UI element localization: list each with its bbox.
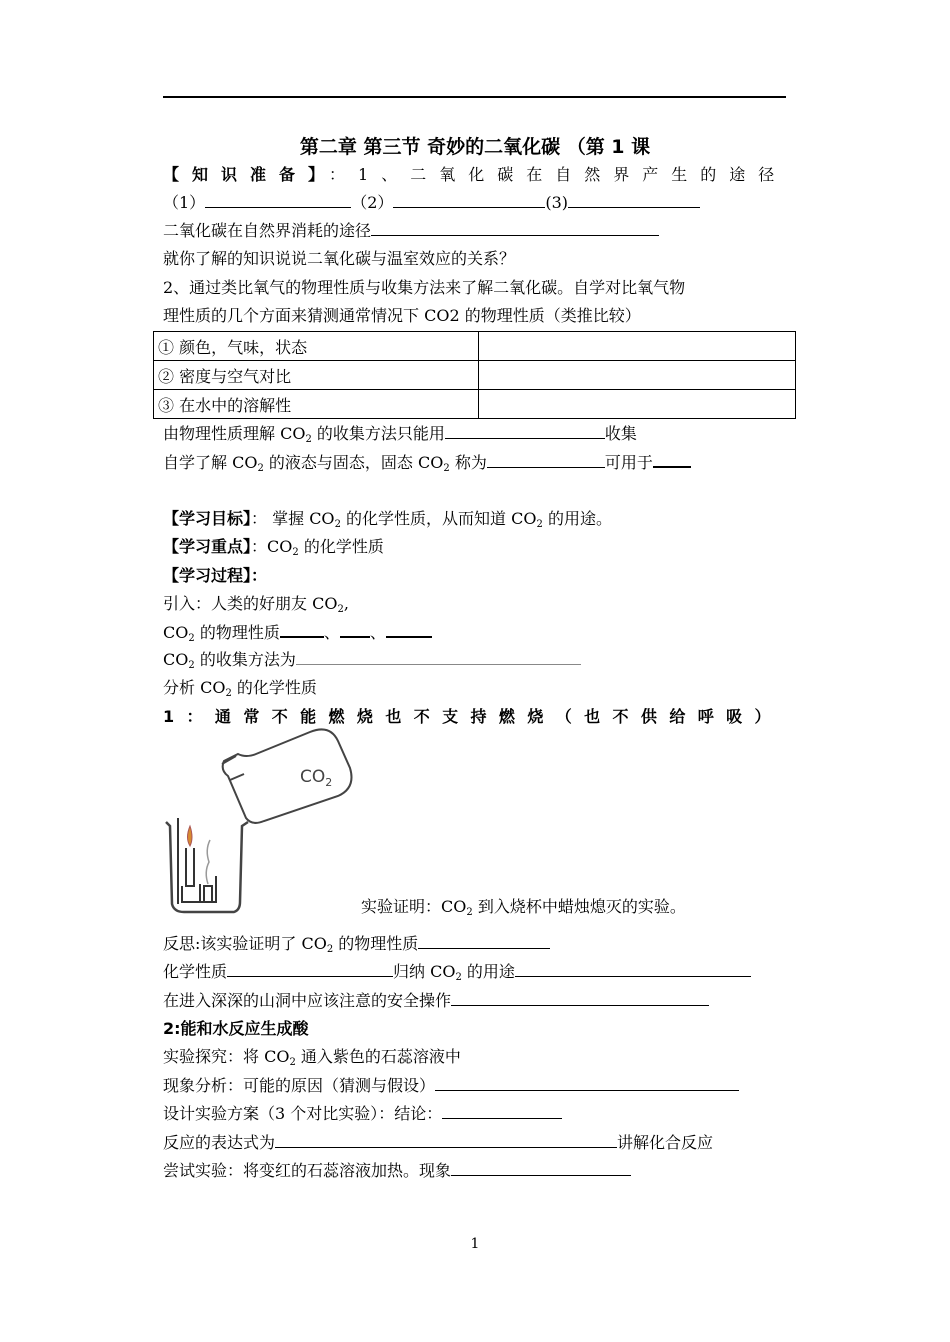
- reflect-blank[interactable]: [418, 933, 550, 949]
- expression-blank[interactable]: [275, 1132, 617, 1148]
- method-line: [163, 649, 581, 671]
- subscript: 2: [305, 434, 312, 445]
- solid-name-blank[interactable]: [487, 452, 605, 468]
- item2-line-a: 2、通过类比氧气的物理性质与收集方法来了解二氧化碳。自学对比氧气物: [163, 278, 686, 297]
- prep-line: [163, 164, 787, 186]
- subscript: 2: [289, 1057, 296, 1068]
- source-3-label: (3): [545, 193, 569, 212]
- focus-text-b: 的化学性质: [298, 537, 384, 556]
- table-row: [154, 390, 796, 419]
- solid-text-a: 自学了解 CO: [163, 453, 258, 472]
- expression-line: [163, 1132, 713, 1154]
- consume-line: [163, 220, 659, 242]
- candle-experiment-figure: [160, 726, 360, 916]
- intro-text-b: ,: [343, 594, 349, 613]
- separator: 、: [323, 623, 340, 642]
- properties-table: [153, 331, 796, 419]
- cave-text: 在进入深深的山洞中应该注意的安全操作: [163, 991, 452, 1010]
- subscript: 2: [257, 463, 264, 474]
- heat-line: [163, 1160, 631, 1182]
- consume-text: 二氧化碳在自然界消耗的途径: [163, 221, 372, 240]
- collect-line: [163, 423, 637, 445]
- subscript: 2: [292, 547, 299, 558]
- prep-item1: ：1、二氧化碳在自然界产生的途径: [329, 165, 788, 184]
- section-1-heading: 1：通常不能燃烧也不支持燃烧（也不供给呼吸）: [163, 707, 783, 726]
- header-rule: [163, 96, 786, 98]
- expression-text-b: 讲解化合反应: [617, 1133, 714, 1152]
- phys-text-a: CO: [163, 623, 189, 642]
- solid-use-blank[interactable]: [653, 451, 691, 468]
- cave-blank[interactable]: [451, 990, 709, 1006]
- experiment-caption: [361, 896, 686, 918]
- intro-line: [163, 593, 349, 615]
- chem-text-c: 的用途: [461, 962, 515, 981]
- solid-text-d: 可用于: [604, 453, 653, 472]
- phys-blank-1[interactable]: [280, 621, 324, 638]
- goal-label: 【学习目标】: [163, 509, 252, 528]
- collect-blank[interactable]: [445, 423, 605, 439]
- subscript: 2: [334, 519, 341, 530]
- smoke-icon: [206, 840, 210, 884]
- goal-text-c: 的用途。: [542, 509, 612, 528]
- solid-line: [163, 451, 691, 474]
- goal-text-b: 的化学性质，从而知道 CO: [340, 509, 537, 528]
- analyze-line: [163, 677, 317, 699]
- solid-text-b: 的液态与固态，固态 CO: [263, 453, 444, 472]
- phys-text-b: 的物理性质: [194, 623, 280, 642]
- process-line: [163, 565, 267, 587]
- method-text-b: 的收集方法为: [194, 650, 296, 669]
- solid-text-c: 称为: [449, 453, 487, 472]
- collect-text-c: 收集: [604, 424, 637, 443]
- design-text: 设计实验方案（3 个对比实验）：结论：: [163, 1104, 443, 1123]
- experiment-text-a: 实验证明：CO: [361, 897, 467, 916]
- chem-blank[interactable]: [227, 961, 393, 977]
- table-row: [154, 361, 796, 390]
- heat-blank[interactable]: [451, 1160, 631, 1176]
- page-number: 1: [470, 1236, 480, 1252]
- process-colon: ：: [251, 566, 268, 585]
- phys-blank-3[interactable]: [386, 621, 432, 638]
- chem-text-a: 化学性质: [163, 962, 228, 981]
- method-text-a: CO: [163, 650, 189, 669]
- process-label: 【学习过程】: [163, 566, 252, 585]
- page-title: 第二章 第三节 奇妙的二氧化碳 （第 1 课: [299, 136, 651, 158]
- analyze-text-b: 的化学性质: [231, 678, 317, 697]
- goal-line: [163, 508, 612, 530]
- phenomenon-line: [163, 1075, 739, 1097]
- source-2-blank[interactable]: [393, 192, 545, 208]
- table-cell-value[interactable]: [479, 361, 796, 390]
- subscript: 2: [326, 944, 334, 955]
- chem-line: [163, 961, 751, 983]
- phenomenon-blank[interactable]: [435, 1075, 739, 1091]
- table-cell-value[interactable]: [479, 332, 796, 361]
- prep-label: 【知识准备】: [163, 165, 330, 184]
- focus-label: 【学习重点】: [163, 537, 252, 556]
- separator: 、: [369, 623, 386, 642]
- bottle-label: $CO_2$: [300, 767, 333, 789]
- source-2-label: （2）: [351, 193, 394, 212]
- table-cell-label: ③ 在水中的溶解性: [154, 390, 479, 419]
- subscript: 2: [188, 633, 195, 644]
- design-line: [163, 1103, 562, 1125]
- source-3-blank[interactable]: [568, 192, 700, 208]
- explore-text-a: 实验探究：将 CO: [163, 1047, 290, 1066]
- table-cell-label: ② 密度与空气对比: [154, 361, 479, 390]
- source-1-label: （1）: [163, 193, 206, 212]
- candle-flame-icon: [188, 826, 193, 846]
- focus-text-a: ：CO: [251, 537, 293, 556]
- subscript: 2: [443, 463, 450, 474]
- goal-text-a: ： 掌握 CO: [251, 509, 335, 528]
- subscript: 2: [188, 660, 195, 671]
- phenomenon-text: 现象分析：可能的原因（猜测与假设）: [163, 1076, 436, 1095]
- method-blank[interactable]: [296, 649, 581, 665]
- phys-line: [163, 621, 432, 644]
- prep-sources-line: [163, 192, 700, 214]
- subscript: 2: [225, 688, 232, 699]
- reflect-text-a: 反思:该实验证明了 CO: [163, 934, 327, 953]
- reflect-text-b: 的物理性质: [333, 934, 419, 953]
- conclusion-blank[interactable]: [442, 1103, 562, 1119]
- table-cell-label: ① 颜色，气味，状态: [154, 332, 479, 361]
- reflect-line: [163, 933, 550, 955]
- expression-text-a: 反应的表达式为: [163, 1133, 276, 1152]
- table-cell-value[interactable]: [479, 390, 796, 419]
- collect-text-b: 的收集方法只能用: [311, 424, 445, 443]
- focus-line: [163, 536, 384, 558]
- phys-blank-2[interactable]: [340, 621, 370, 638]
- cave-line: [163, 990, 709, 1012]
- item2-line-b: 理性质的几个方面来猜测通常情况下 CO2 的物理性质（类推比较）: [163, 306, 641, 325]
- subscript: 2: [536, 519, 543, 530]
- candle-stand-icon: [178, 818, 216, 904]
- section-2-heading: 2:能和水反应生成酸: [163, 1019, 309, 1038]
- heat-text: 尝试实验：将变红的石蕊溶液加热。现象: [163, 1161, 452, 1180]
- uses-blank[interactable]: [515, 961, 751, 977]
- explore-text-b: 通入紫色的石蕊溶液中: [295, 1047, 461, 1066]
- intro-text-a: 引入：人类的好朋友 CO: [163, 594, 338, 613]
- analyze-text-a: 分析 CO: [163, 678, 226, 697]
- subscript: 2: [455, 972, 462, 983]
- consume-blank[interactable]: [371, 220, 659, 236]
- experiment-text-b: 到入烧杯中蜡烛熄灭的实验。: [472, 897, 686, 916]
- greenhouse-line: 就你了解的知识说说二氧化碳与温室效应的关系？: [163, 249, 516, 268]
- subscript: 2: [466, 907, 473, 918]
- chem-text-b: 归纳 CO: [393, 962, 456, 981]
- source-1-blank[interactable]: [205, 192, 351, 208]
- collect-text-a: 由物理性质理解 CO: [163, 424, 306, 443]
- explore-line: [163, 1046, 461, 1068]
- table-row: [154, 332, 796, 361]
- subscript: 2: [337, 604, 344, 615]
